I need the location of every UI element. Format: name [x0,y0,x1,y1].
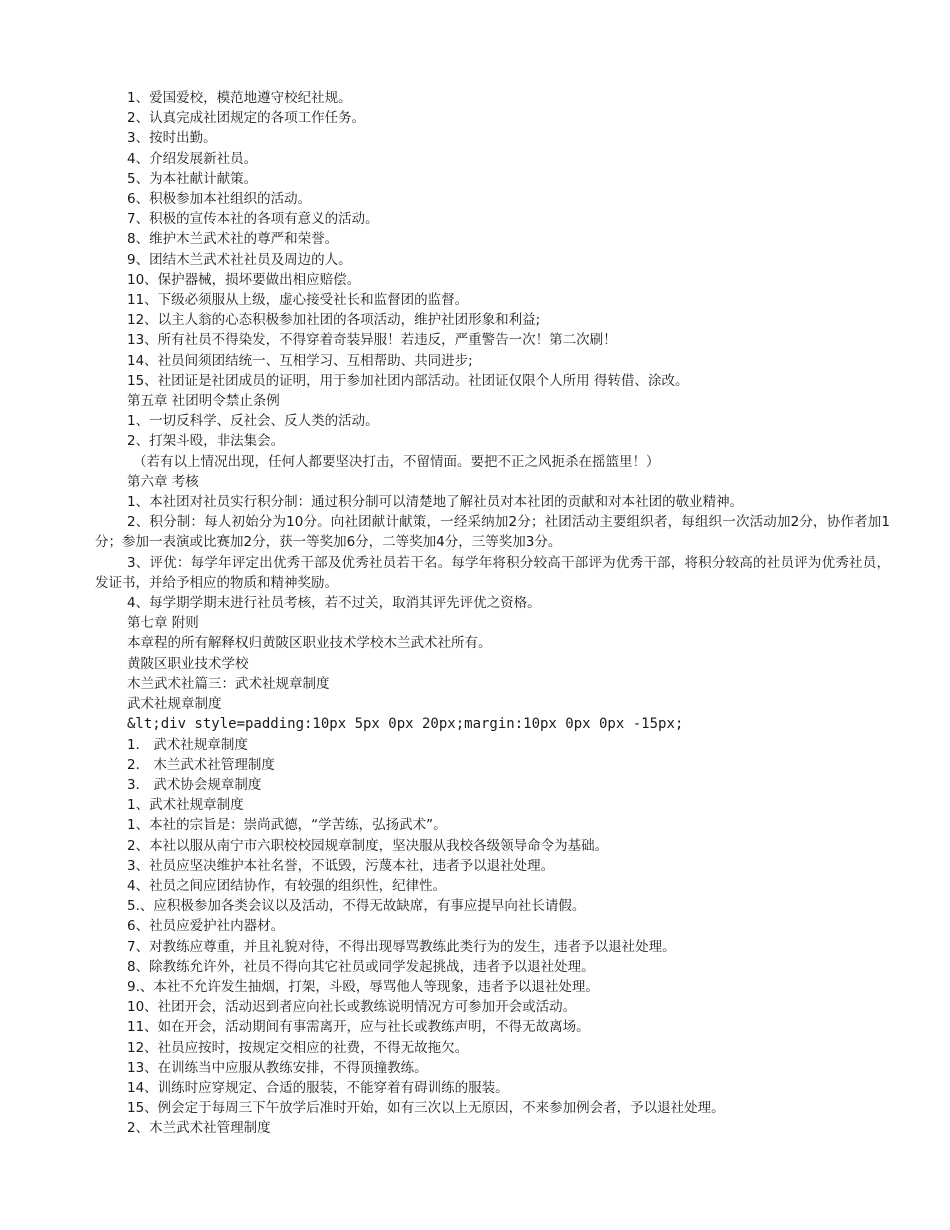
text-line: 1、爱国爱校，模范地遵守校纪社规。 [127,90,352,106]
text-line: 1、本社团对社员实行积分制：通过积分制可以清楚地了解社员对本社团的贡献和对本社团的敬业精神。 [127,494,744,511]
text-line: 2、认真完成社团规定的各项工作任务。 [127,110,366,127]
text-line: 4、每学期学期末进行社员考核，若不过关，取消其评先评优之资格。 [127,595,541,612]
text-line: 5.、应积极参加各类会议以及活动，不得无故缺席，有事应提早向社长请假。 [127,898,586,915]
chapter-heading: 第六章 考核 [127,473,199,490]
text-line: 15、社团证是社团成员的证明，用于参加社团内部活动。社团证仅限个人所用 得转借、涂改。 [127,372,689,389]
text-line: 本章程的所有解释权归黄陂区职业技术学校木兰武术社所有。 [127,635,492,652]
text-line: 8、维护木兰武术社的尊严和荣誉。 [127,231,339,248]
text-line: 4、社员之间应团结协作，有较强的组织性，纪律性。 [127,877,447,894]
text-line: 1、本社的宗旨是：崇尚武德，“学苦练，弘扬武术”。 [127,817,447,834]
text-line: 1、一切反科学、反社会、反人类的活动。 [127,413,379,430]
section-heading: 1、武术社规章制度 [127,797,244,814]
text-line: 黄陂区职业技术学校 [127,655,249,672]
chapter-heading: 第五章 社团明令禁止条例 [127,393,280,410]
text-line: 13、所有社员不得染发，不得穿着奇装异服！若违反，严重警告一次！第二次刷！ [127,332,617,349]
text-line: 13、在训练当中应服从教练安排，不得顶撞教练。 [127,1059,428,1076]
text-line: 7、对教练应尊重，并且礼貌对待，不得出现辱骂教练此类行为的发生，违者予以退社处理。 [127,938,676,955]
text-line: 4、介绍发展新社员。 [127,150,258,167]
text-line: 8、除教练允许外，社员不得向其它社员或同学发起挑战，违者予以退社处理。 [127,958,595,975]
text-paragraph: 3、评优：每学年评定出优秀干部及优秀社员若干名。每学年将积分较高干部评为优秀干部，将积分较高的社员评为优秀社员，发证书，并给予相应的物质和精神奖励。 [95,554,890,591]
toc-item: 2． 木兰武术社管理制度 [127,756,275,773]
text-line: 2、打架斗殴，非法集会。 [127,433,285,450]
text-line: 2、本社以服从南宁市六职校校园规章制度，坚决服从我校各级领导命令为基础。 [127,837,609,854]
section-heading: 木兰武术社篇三：武术社规章制度 [127,675,330,692]
toc-item: 1． 武术社规章制度 [127,736,248,753]
text-line: 12、以主人翁的心态积极参加社团的各项活动，维护社团形象和利益; [127,312,541,329]
section-heading: 2、木兰武术社管理制度 [127,1120,271,1137]
text-line: 9、团结木兰武术社社员及周边的人。 [127,251,352,268]
text-paragraph: 2、积分制：每人初始分为10分。向社团献计献策，一经采纳加2分；社团活动主要组织者，每组织一次活动加2分，协作者加1分；参加一表演或比赛加2分，获一等奖加6分，二等奖加4分，三等奖加3分。 [95,514,890,551]
text-line: 6、社员应爱护社内器材。 [127,918,285,935]
code-line: &lt;div style=padding:10px 5px 0px 20px;margin:10px 0px 0px -15px; [127,716,684,733]
text-line: 11、如在开会，活动期间有事需离开，应与社长或教练声明，不得无故离场。 [127,1019,590,1036]
text-line: 9.、本社不允许发生抽烟，打架，斗殴，辱骂他人等现象，违者予以退社处理。 [127,978,599,995]
chapter-heading: 第七章 附则 [127,615,199,632]
text-line: 11、下级必须服从上级，虚心接受社长和监督团的监督。 [127,292,469,309]
text-line: 6、积极参加本社组织的活动。 [127,191,312,208]
text-line: 15、例会定于每周三下午放学后准时开始，如有三次以上无原因，不来参加例会者，予以退社处理。 [127,1100,725,1117]
text-line: 14、社员间须团结统一、互相学习、互相帮助、共同进步; [127,352,473,369]
text-line: 14、训练时应穿规定、合适的服装，不能穿着有碍训练的服装。 [127,1079,509,1096]
toc-item: 3． 武术协会规章制度 [127,776,262,793]
text-line: 12、社员应按时，按规定交相应的社费，不得无故拖欠。 [127,1039,469,1056]
text-line: 3、社员应坚决维护本社名誉，不诋毁，污蔑本社，违者予以退社处理。 [127,857,555,874]
text-line: 10、保护器械，损坏要做出相应赔偿。 [127,271,361,288]
text-line: （若有以上情况出现，任何人都要坚决打击，不留情面。要把不正之风扼杀在摇篮里！） [133,453,660,470]
text-line: 7、积极的宣传本社的各项有意义的活动。 [127,211,379,228]
text-line: 10、社团开会，活动迟到者应向社长或教练说明情况方可参加开会或活动。 [127,999,577,1016]
text-line: 3、按时出勤。 [127,130,217,147]
text-line: 5、为本社献计献策。 [127,170,258,187]
section-heading: 武术社规章制度 [127,696,222,713]
